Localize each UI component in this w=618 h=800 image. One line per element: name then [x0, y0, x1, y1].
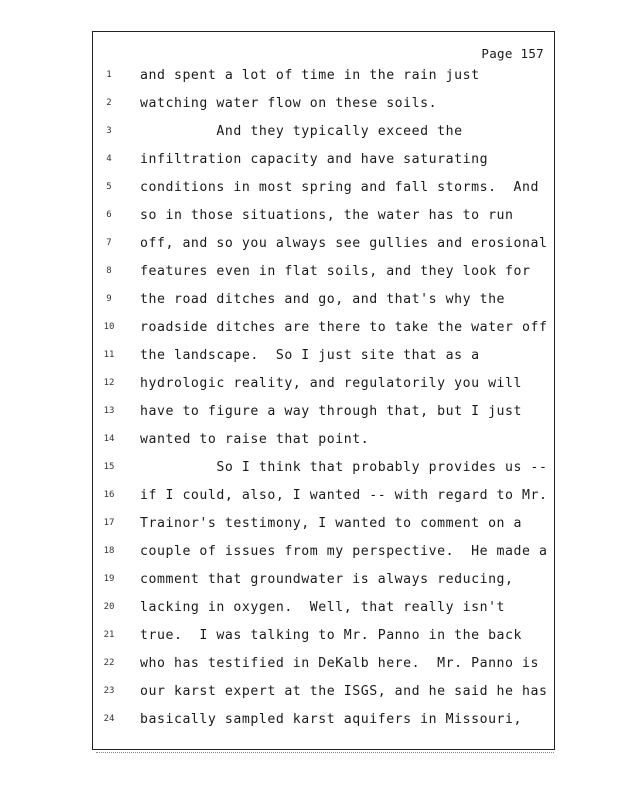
line-text: basically sampled karst aquifers in Missouri, [140, 712, 523, 727]
line-text: lacking in oxygen. Well, that really isn't [140, 600, 506, 615]
line-number: 2 [106, 98, 112, 108]
line-number: 9 [106, 294, 112, 304]
line-number: 8 [106, 266, 112, 276]
line-number: 14 [103, 434, 115, 444]
line-text: and spent a lot of time in the rain just [140, 68, 480, 83]
line-number: 22 [103, 658, 115, 668]
line-number: 1 [106, 70, 112, 80]
transcript-line [93, 322, 554, 344]
line-text: Trainor's testimony, I wanted to comment on a [140, 516, 523, 531]
line-number: 15 [103, 462, 115, 472]
transcript-line [93, 546, 554, 568]
transcript-line [93, 350, 554, 372]
transcript-line [93, 434, 554, 456]
line-text: And they typically exceed the [140, 124, 463, 139]
transcript-line [93, 462, 554, 484]
transcript-line [93, 574, 554, 596]
transcript-line [93, 406, 554, 428]
line-number: 5 [106, 182, 112, 192]
line-text: who has testified in DeKalb here. Mr. Panno is [140, 656, 540, 671]
transcript-line [93, 714, 554, 736]
transcript-line [93, 490, 554, 512]
transcript-line [93, 294, 554, 316]
line-text: the landscape. So I just site that as a [140, 348, 480, 363]
line-number: 21 [103, 630, 115, 640]
transcript-line [93, 70, 554, 92]
transcript-line [93, 210, 554, 232]
line-text: features even in flat soils, and they look for [140, 264, 531, 279]
line-text: infiltration capacity and have saturating [140, 152, 489, 167]
line-text: have to figure a way through that, but I just [140, 404, 523, 419]
transcript-line [93, 602, 554, 624]
bottom-rule [96, 752, 554, 753]
transcript-line [93, 630, 554, 652]
line-number: 13 [103, 406, 115, 416]
line-number: 7 [106, 238, 112, 248]
line-text: if I could, also, I wanted -- with regard to Mr. [140, 488, 548, 503]
line-number: 6 [106, 210, 112, 220]
line-text: true. I was talking to Mr. Panno in the back [140, 628, 523, 643]
transcript-line [93, 658, 554, 680]
line-text: our karst expert at the ISGS, and he said he has [140, 684, 548, 699]
line-text: so in those situations, the water has to run [140, 208, 514, 223]
line-number: 24 [103, 714, 115, 724]
line-number: 4 [106, 154, 112, 164]
line-number: 11 [103, 350, 115, 360]
transcript-line [93, 266, 554, 288]
transcript-line [93, 238, 554, 260]
line-number: 10 [103, 322, 115, 332]
line-text: off, and so you always see gullies and erosional [140, 236, 548, 251]
line-text: roadside ditches are there to take the water off [140, 320, 548, 335]
transcript-line [93, 182, 554, 204]
line-text: couple of issues from my perspective. He made a [140, 544, 548, 559]
line-text: watching water flow on these soils. [140, 96, 438, 111]
page-number-label: Page 157 [481, 46, 544, 61]
line-text: So I think that probably provides us -- [140, 460, 548, 475]
transcript-page [92, 31, 555, 750]
line-number: 23 [103, 686, 115, 696]
line-number: 3 [106, 126, 112, 136]
line-number: 19 [103, 574, 115, 584]
transcript-line [93, 686, 554, 708]
line-text: wanted to raise that point. [140, 432, 370, 447]
line-text: the road ditches and go, and that's why the [140, 292, 506, 307]
line-number: 17 [103, 518, 115, 528]
transcript-line [93, 154, 554, 176]
transcript-line [93, 98, 554, 120]
transcript-line [93, 126, 554, 148]
line-number: 18 [103, 546, 115, 556]
transcript-line [93, 518, 554, 540]
line-text: hydrologic reality, and regulatorily you will [140, 376, 523, 391]
line-number: 16 [103, 490, 115, 500]
transcript-line [93, 378, 554, 400]
line-text: conditions in most spring and fall storms. And [140, 180, 540, 195]
line-text: comment that groundwater is always reducing, [140, 572, 514, 587]
line-number: 12 [103, 378, 115, 388]
line-number: 20 [103, 602, 115, 612]
